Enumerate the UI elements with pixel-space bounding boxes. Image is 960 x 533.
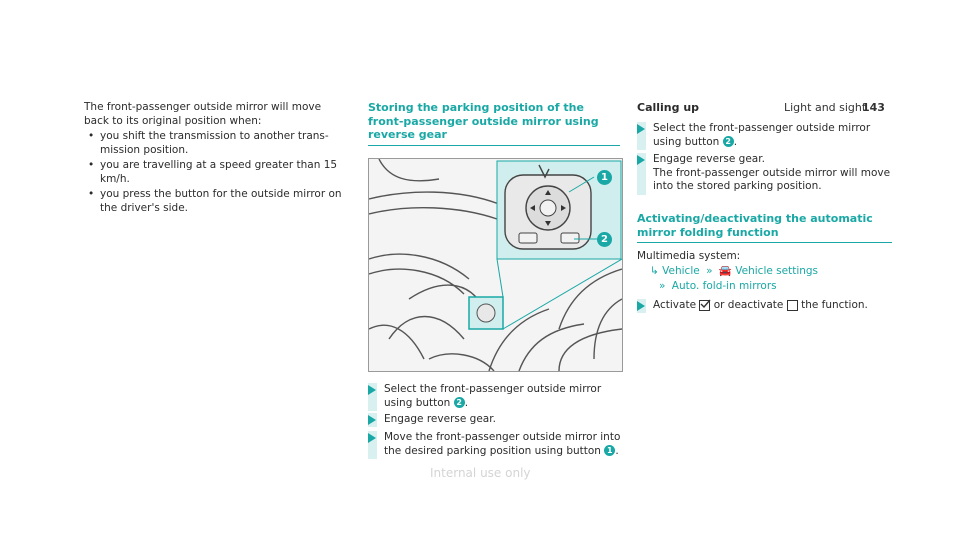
door-panel-illustration: [369, 159, 622, 371]
activate-text: Activate: [653, 299, 697, 311]
step-text: Engage reverse gear.: [653, 153, 765, 165]
section-title: Light and sight: [784, 101, 867, 114]
step-text: Select the front-passenger outside mirror using button: [384, 383, 602, 409]
deactivate-text: or deactivate: [713, 299, 784, 311]
section-heading: Storing the parking position of the front-passenger outside mirror using reverse gear: [368, 101, 620, 146]
menu-path-line-1: [650, 264, 818, 278]
callout-2: 2: [597, 232, 612, 247]
menu-item-auto-fold[interactable]: Auto. fold-in mirrors: [671, 280, 777, 292]
step-text: Engage reverse gear.: [384, 413, 496, 425]
system-label: Multimedia system:: [637, 250, 741, 262]
menu-item-vehicle[interactable]: Vehicle: [662, 265, 700, 277]
step-text-end: .: [615, 444, 619, 457]
callout-ref: 1: [604, 445, 615, 456]
checkbox-checked-icon: [699, 300, 710, 311]
step-arrow-icon: [368, 385, 376, 395]
callout-ref: 2: [454, 397, 465, 408]
bullet-item: • you press the button for the outside mirror on the driver's side.: [84, 188, 349, 215]
step-text-end: .: [733, 135, 738, 148]
bullet-item: • you are travelling at a speed greater than 15 km/h.: [84, 159, 349, 186]
step-arrow-icon: [637, 124, 645, 134]
callout-ref: 2: [723, 136, 734, 147]
intro-text: The front-passenger outside mirror will move back to its original position when:: [84, 101, 322, 127]
menu-path-line-2: [659, 279, 777, 293]
step-arrow-icon: [637, 155, 645, 165]
double-chevron-icon: »: [706, 265, 713, 277]
watermark: Internal use only: [430, 466, 531, 480]
mirror-control-figure: [368, 158, 623, 372]
callout-1: 1: [597, 170, 612, 185]
section-heading: Activating/deactivating the automatic mirror folding function: [637, 212, 892, 243]
checkbox-unchecked-icon: [787, 300, 798, 311]
bullet-item: • you shift the transmission to another trans-mission position.: [84, 130, 349, 157]
step-text: Select the front-passenger outside mirror using button: [653, 122, 871, 148]
step-arrow-icon: [368, 415, 376, 425]
page-number: 143: [862, 101, 885, 114]
function-text: the function.: [801, 299, 868, 311]
step-result-text: The front-passenger outside mirror will move into the stored parking position.: [653, 166, 891, 192]
step-text: Move the front-passenger outside mirror into the desired parking position using button: [384, 431, 621, 457]
double-chevron-icon: »: [659, 280, 666, 292]
subheading-calling-up: Calling up: [637, 101, 700, 114]
return-arrow-icon: ↳: [650, 265, 659, 277]
step-arrow-icon: [368, 433, 376, 443]
column-1: [84, 101, 349, 215]
step-text-end: .: [464, 396, 469, 409]
menu-item-vehicle-settings[interactable]: Vehicle settings: [735, 265, 819, 277]
step-arrow-icon: [637, 301, 645, 311]
car-icon: 🚘: [718, 265, 732, 277]
